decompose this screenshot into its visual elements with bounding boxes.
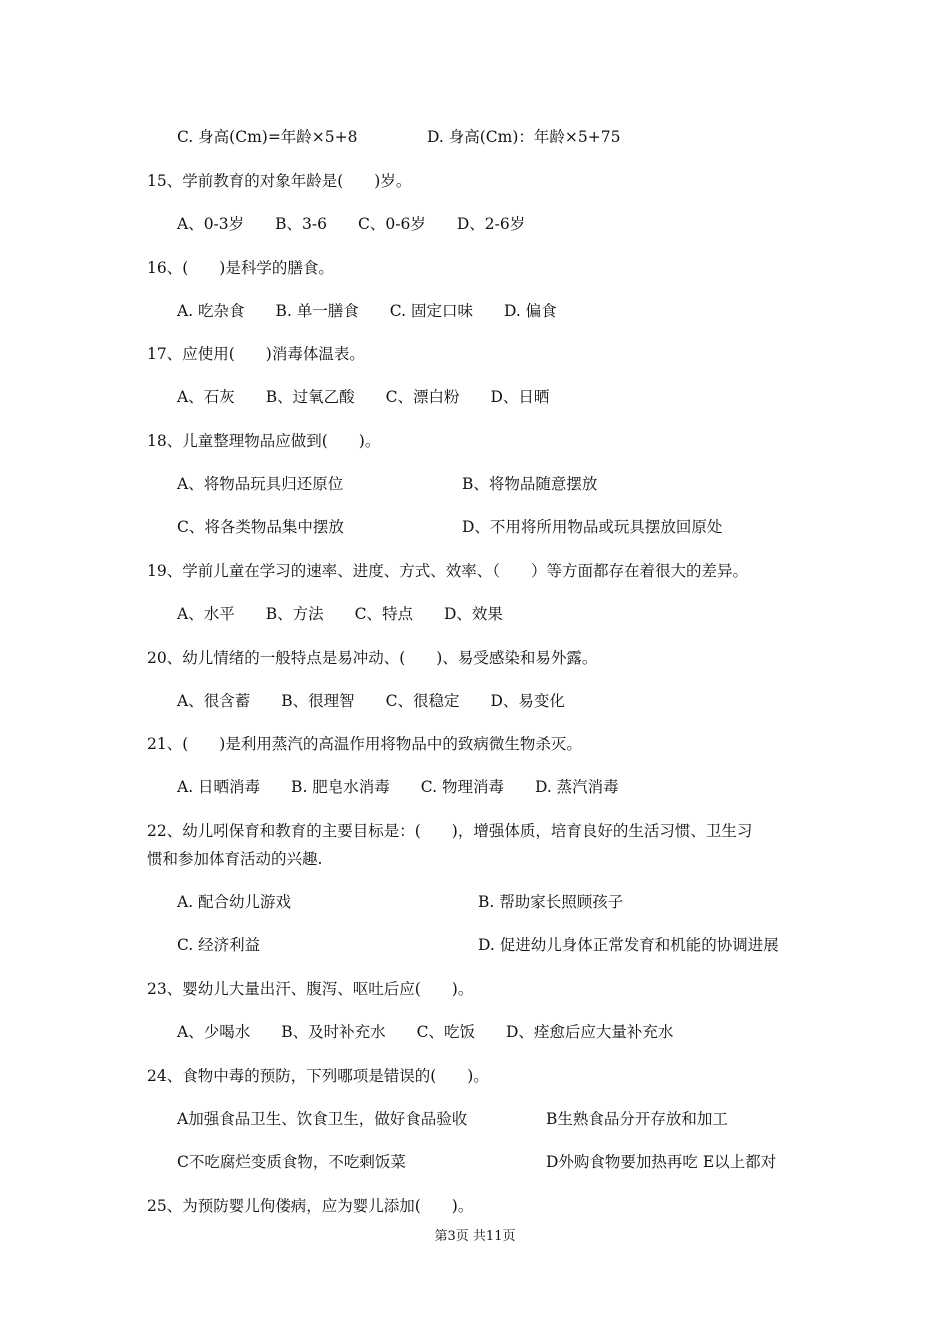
answer-options: A、很含蓄 B、很理智 C、很稳定 D、易变化	[177, 692, 565, 710]
answer-options: A、将物品玩具归还原位	[177, 475, 344, 493]
question-text: 21、( )是利用蒸汽的高温作用将物品中的致病微生物杀灭。	[147, 735, 582, 753]
answer-options: D、不用将所用物品或玩具摆放回原处	[462, 518, 723, 536]
answer-options: A. 日晒消毒 B. 肥皂水消毒 C. 物理消毒 D. 蒸汽消毒	[177, 778, 619, 796]
question-text: 15、学前教育的对象年龄是( )岁。	[147, 172, 412, 190]
answer-options: C不吃腐烂变质食物，不吃剩饭菜	[177, 1153, 406, 1171]
question-text: 22、幼儿吲保育和教育的主要目标是：( )，增强体质，培育良好的生活习惯、卫生习	[147, 822, 753, 840]
answer-options: A. 吃杂食 B. 单一膳食 C. 固定口味 D. 偏食	[177, 302, 557, 320]
question-continuation: 惯和参加体育活动的兴趣.	[147, 850, 323, 868]
question-text: 24、食物中毒的预防，下列哪项是错误的( )。	[147, 1067, 489, 1085]
answer-options: C、将各类物品集中摆放	[177, 518, 344, 536]
answer-options: B生熟食品分开存放和加工	[546, 1110, 728, 1128]
question-text: 16、( )是科学的膳食。	[147, 259, 334, 277]
question-text: 19、学前儿童在学习的速率、进度、方式、效率、（ ）等方面都存在着很大的差异。	[147, 562, 748, 580]
question-text: 17、应使用( )消毒体温表。	[147, 345, 365, 363]
answer-options: C. 身高(Cm)=年龄×5+8	[177, 128, 358, 146]
answer-options: B、将物品随意摆放	[462, 475, 598, 493]
question-text: 18、儿童整理物品应做到( )。	[147, 432, 381, 450]
answer-options: D外购食物要加热再吃 E以上都对	[546, 1153, 777, 1171]
answer-options: A、水平 B、方法 C、特点 D、效果	[177, 605, 503, 623]
answer-options: D. 促进幼儿身体正常发育和机能的协调进展	[478, 936, 779, 954]
question-text: 25、为预防婴儿佝偻病，应为婴儿添加( )。	[147, 1197, 474, 1215]
answer-options: C. 经济利益	[177, 936, 261, 954]
page-footer: 第3页 共11页	[434, 1229, 516, 1244]
answer-options: A加强食品卫生、饮食卫生，做好食品验收	[177, 1110, 468, 1128]
question-text: 20、幼儿情绪的一般特点是易冲动、( )、易受感染和易外露。	[147, 649, 598, 667]
answer-options: D. 身高(Cm)：年龄×5+75	[427, 128, 621, 146]
question-text: 23、婴幼儿大量出汗、腹泻、呕吐后应( )。	[147, 980, 474, 998]
answer-options: A、石灰 B、过氧乙酸 C、漂白粉 D、日晒	[177, 388, 550, 406]
answer-options: B. 帮助家长照顾孩子	[478, 893, 624, 911]
answer-options: A. 配合幼儿游戏	[177, 893, 292, 911]
answer-options: A、0-3岁 B、3-6 C、0-6岁 D、2-6岁	[177, 215, 526, 233]
answer-options: A、少喝水 B、及时补充水 C、吃饭 D、痊愈后应大量补充水	[177, 1023, 674, 1041]
